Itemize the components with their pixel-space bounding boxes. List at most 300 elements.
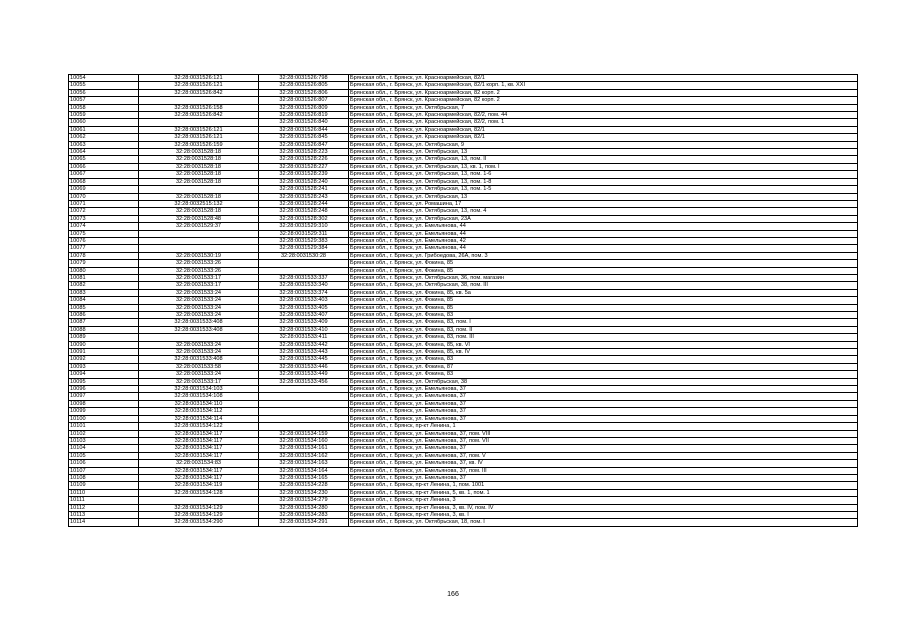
object-cadastral-number-cell: 32:28:0031529:383: [259, 237, 349, 244]
row-number-cell: 10083: [69, 289, 139, 296]
table-row: [69, 334, 858, 341]
address-cell: Брянская обл., г. Брянск, ул. Фокина, 83, пом. II: [349, 326, 858, 333]
address-cell: Брянская обл., г. Брянск, ул. Фокина, 87: [349, 363, 858, 370]
object-cadastral-number-cell: 32:28:0031528:226: [259, 156, 349, 163]
object-cadastral-number-cell: 32:28:0031533:446: [259, 363, 349, 370]
address-cell: Брянская обл., г. Брянск, ул. Емельянова, 37: [349, 474, 858, 481]
address-cell: Брянская обл., г. Брянск, ул. Емельянова, 37, кв. IV: [349, 460, 858, 467]
object-cadastral-number-cell: 32:28:0031526:840: [259, 119, 349, 126]
land-cadastral-number-cell: 32:28:0031534:129: [139, 504, 259, 511]
object-cadastral-number-cell: 32:28:0031533:405: [259, 304, 349, 311]
table-row: [69, 208, 858, 215]
address-cell: Брянская обл., г. Брянск, ул. Октябрьская, 13, пом. 1-6: [349, 171, 858, 178]
address-cell: Брянская обл., г. Брянск, ул. Емельянова, 44: [349, 245, 858, 252]
table-row: [69, 430, 858, 437]
land-cadastral-number-cell: 32:28:0031534:290: [139, 519, 259, 526]
object-cadastral-number-cell: [259, 393, 349, 400]
table-row: [69, 252, 858, 259]
table-row: [69, 267, 858, 274]
land-cadastral-number-cell: 32:28:0031533:24: [139, 312, 259, 319]
land-cadastral-number-cell: [139, 245, 259, 252]
table-row: [69, 489, 858, 496]
table-row: [69, 312, 858, 319]
table-row: [69, 341, 858, 348]
address-cell: Брянская обл., г. Брянск, ул. Емельянова, 37: [349, 415, 858, 422]
land-cadastral-number-cell: 32:28:0032515:132: [139, 200, 259, 207]
address-cell: Брянская обл., г. Брянск, ул. Октябрьская, 9: [349, 141, 858, 148]
table-row: [69, 163, 858, 170]
table-row: [69, 230, 858, 237]
row-number-cell: 10086: [69, 312, 139, 319]
land-cadastral-number-cell: 32:28:0031526:159: [139, 141, 259, 148]
address-cell: Брянская обл., г. Брянск, ул. Фокина, 85: [349, 260, 858, 267]
row-number-cell: 10092: [69, 356, 139, 363]
row-number-cell: 10113: [69, 511, 139, 518]
table-row: [69, 237, 858, 244]
row-number-cell: 10057: [69, 97, 139, 104]
row-number-cell: 10071: [69, 200, 139, 207]
address-cell: Брянская обл., г. Брянск, ул. Фокина, 85, кв. IV: [349, 349, 858, 356]
table-row: [69, 408, 858, 415]
object-cadastral-number-cell: 32:28:0031526:806: [259, 89, 349, 96]
row-number-cell: 10080: [69, 267, 139, 274]
row-number-cell: 10082: [69, 282, 139, 289]
table-row: [69, 193, 858, 200]
table-row: [69, 371, 858, 378]
row-number-cell: 10090: [69, 341, 139, 348]
table-row: [69, 200, 858, 207]
land-cadastral-number-cell: 32:28:0031534:117: [139, 437, 259, 444]
registry-table-body: [69, 75, 858, 527]
object-cadastral-number-cell: 32:28:0031528:248: [259, 208, 349, 215]
land-cadastral-number-cell: 32:28:0031528:18: [139, 163, 259, 170]
object-cadastral-number-cell: 32:28:0031534:163: [259, 460, 349, 467]
table-row: [69, 149, 858, 156]
land-cadastral-number-cell: [139, 230, 259, 237]
land-cadastral-number-cell: 32:28:0031526:121: [139, 126, 259, 133]
table-row: [69, 134, 858, 141]
row-number-cell: 10112: [69, 504, 139, 511]
table-row: [69, 245, 858, 252]
table-row: [69, 156, 858, 163]
address-cell: Брянская обл., г. Брянск, пр-кт Ленина, 1, пом. 1001: [349, 482, 858, 489]
land-cadastral-number-cell: 32:28:0031533:24: [139, 341, 259, 348]
address-cell: Брянская обл., г. Брянск, ул. Красноармейская, 82/2, пом. 44: [349, 112, 858, 119]
land-cadastral-number-cell: 32:28:0031533:24: [139, 349, 259, 356]
row-number-cell: 10076: [69, 237, 139, 244]
land-cadastral-number-cell: 32:28:0031528:18: [139, 208, 259, 215]
object-cadastral-number-cell: 32:28:0031533:337: [259, 274, 349, 281]
land-cadastral-number-cell: 32:28:0031534:110: [139, 400, 259, 407]
row-number-cell: 10070: [69, 193, 139, 200]
object-cadastral-number-cell: 32:28:0031534:280: [259, 504, 349, 511]
row-number-cell: 10069: [69, 186, 139, 193]
object-cadastral-number-cell: [259, 423, 349, 430]
object-cadastral-number-cell: 32:28:0031533:411: [259, 334, 349, 341]
address-cell: Брянская обл., г. Брянск, ул. Емельянова, 42: [349, 237, 858, 244]
table-row: [69, 304, 858, 311]
land-cadastral-number-cell: 32:28:0031534:119: [139, 482, 259, 489]
address-cell: Брянская обл., г. Брянск, ул. Красноармейская, 82 корп. 2: [349, 89, 858, 96]
object-cadastral-number-cell: 32:28:0031528:227: [259, 163, 349, 170]
object-cadastral-number-cell: 32:28:0031533:456: [259, 378, 349, 385]
address-cell: Брянская обл., г. Брянск, ул. Октябрьская, 13: [349, 149, 858, 156]
table-row: [69, 104, 858, 111]
address-cell: Брянская обл., г. Брянск, пр-кт Ленина, 1: [349, 423, 858, 430]
row-number-cell: 10084: [69, 297, 139, 304]
address-cell: Брянская обл., г. Брянск, ул. Октябрьская, 13, пом. 4: [349, 208, 858, 215]
row-number-cell: 10085: [69, 304, 139, 311]
row-number-cell: 10059: [69, 112, 139, 119]
row-number-cell: 10063: [69, 141, 139, 148]
object-cadastral-number-cell: 32:28:0031528:243: [259, 193, 349, 200]
address-cell: Брянская обл., г. Брянск, ул. Октябрьская, 13, кв. 1, пом. I: [349, 163, 858, 170]
table-row: [69, 178, 858, 185]
row-number-cell: 10079: [69, 260, 139, 267]
object-cadastral-number-cell: 32:28:0031534:162: [259, 452, 349, 459]
address-cell: Брянская обл., г. Брянск, ул. Октябрьская, 38, пом. III: [349, 282, 858, 289]
land-cadastral-number-cell: 32:28:0031533:24: [139, 297, 259, 304]
row-number-cell: 10089: [69, 334, 139, 341]
row-number-cell: 10091: [69, 349, 139, 356]
object-cadastral-number-cell: 32:28:0031528:241: [259, 186, 349, 193]
object-cadastral-number-cell: [259, 408, 349, 415]
row-number-cell: 10099: [69, 408, 139, 415]
row-number-cell: 10087: [69, 319, 139, 326]
row-number-cell: 10058: [69, 104, 139, 111]
table-row: [69, 519, 858, 526]
land-cadastral-number-cell: 32:28:0031534:117: [139, 452, 259, 459]
address-cell: Брянская обл., г. Брянск, ул. Ромашина, 17: [349, 200, 858, 207]
object-cadastral-number-cell: 32:28:0031533:449: [259, 371, 349, 378]
land-cadastral-number-cell: 32:28:0031533:408: [139, 356, 259, 363]
row-number-cell: 10098: [69, 400, 139, 407]
land-cadastral-number-cell: 32:28:0031534:108: [139, 393, 259, 400]
row-number-cell: 10067: [69, 171, 139, 178]
object-cadastral-number-cell: [259, 400, 349, 407]
row-number-cell: 10078: [69, 252, 139, 259]
object-cadastral-number-cell: 32:28:0031529:310: [259, 223, 349, 230]
table-row: [69, 445, 858, 452]
row-number-cell: 10107: [69, 467, 139, 474]
table-row: [69, 356, 858, 363]
object-cadastral-number-cell: 32:28:0031533:409: [259, 319, 349, 326]
address-cell: Брянская обл., г. Брянск, ул. Октябрьская, 13, пом. II: [349, 156, 858, 163]
object-cadastral-number-cell: 32:28:0031526:819: [259, 112, 349, 119]
object-cadastral-number-cell: 32:28:0031533:442: [259, 341, 349, 348]
land-cadastral-number-cell: [139, 237, 259, 244]
land-cadastral-number-cell: 32:28:0031533:17: [139, 282, 259, 289]
land-cadastral-number-cell: 32:28:0031534:128: [139, 489, 259, 496]
row-number-cell: 10097: [69, 393, 139, 400]
address-cell: Брянская обл., г. Брянск, ул. Фокина, 85: [349, 267, 858, 274]
row-number-cell: 10081: [69, 274, 139, 281]
row-number-cell: 10072: [69, 208, 139, 215]
object-cadastral-number-cell: 32:28:0031534:283: [259, 511, 349, 518]
land-cadastral-number-cell: 32:28:0031528:48: [139, 215, 259, 222]
land-cadastral-number-cell: 32:28:0031533:24: [139, 371, 259, 378]
table-row: [69, 260, 858, 267]
table-row: [69, 319, 858, 326]
address-cell: Брянская обл., г. Брянск, ул. Красноармейская, 82/1: [349, 126, 858, 133]
row-number-cell: 10065: [69, 156, 139, 163]
row-number-cell: 10056: [69, 89, 139, 96]
address-cell: Брянская обл., г. Брянск, ул. Красноармейская, 82/1: [349, 134, 858, 141]
address-cell: Брянская обл., г. Брянск, ул. Фокина, 85, кв. 5а: [349, 289, 858, 296]
address-cell: Брянская обл., г. Брянск, пр-кт Ленина, 3, кв. IV, пом. IV: [349, 504, 858, 511]
land-cadastral-number-cell: 32:28:0031533:24: [139, 289, 259, 296]
address-cell: Брянская обл., г. Брянск, ул. Емельянова, 37, пом. VIII: [349, 430, 858, 437]
address-cell: Брянская обл., г. Брянск, ул. Фокина, 85: [349, 304, 858, 311]
row-number-cell: 10106: [69, 460, 139, 467]
object-cadastral-number-cell: 32:28:0031528:240: [259, 178, 349, 185]
address-cell: Брянская обл., г. Брянск, ул. Красноармейская, 82 корп. 2: [349, 97, 858, 104]
page-number: 166: [447, 591, 459, 598]
table-row: [69, 141, 858, 148]
land-cadastral-number-cell: 32:28:0031534:117: [139, 467, 259, 474]
row-number-cell: 10095: [69, 378, 139, 385]
table-row: [69, 97, 858, 104]
address-cell: Брянская обл., г. Брянск, ул. Емельянова, 44: [349, 230, 858, 237]
address-cell: Брянская обл., г. Брянск, ул. Октябрьская, 18, пом. I: [349, 519, 858, 526]
address-cell: Брянская обл., г. Брянск, ул. Емельянова, 37: [349, 400, 858, 407]
land-cadastral-number-cell: 32:28:0031528:18: [139, 156, 259, 163]
land-cadastral-number-cell: 32:28:0031528:18: [139, 178, 259, 185]
address-cell: Брянская обл., г. Брянск, ул. Фокина, 85: [349, 297, 858, 304]
address-cell: Брянская обл., г. Брянск, ул. Фокина, 83, пом. I: [349, 319, 858, 326]
row-number-cell: 10068: [69, 178, 139, 185]
row-number-cell: 10055: [69, 82, 139, 89]
table-row: [69, 82, 858, 89]
object-cadastral-number-cell: [259, 415, 349, 422]
land-cadastral-number-cell: 32:28:0031528:18: [139, 171, 259, 178]
land-cadastral-number-cell: 32:28:0031533:17: [139, 274, 259, 281]
row-number-cell: 10093: [69, 363, 139, 370]
land-cadastral-number-cell: 32:28:0031526:121: [139, 134, 259, 141]
land-cadastral-number-cell: 32:28:0031534:117: [139, 474, 259, 481]
object-cadastral-number-cell: 32:28:0031526:807: [259, 97, 349, 104]
land-cadastral-number-cell: 32:28:0031526:842: [139, 89, 259, 96]
address-cell: Брянская обл., г. Брянск, ул. Емельянова, 37: [349, 393, 858, 400]
row-number-cell: 10104: [69, 445, 139, 452]
row-number-cell: 10111: [69, 497, 139, 504]
table-row: [69, 423, 858, 430]
address-cell: Брянская обл., г. Брянск, ул. Октябрьская, 38: [349, 378, 858, 385]
address-cell: Брянская обл., г. Брянск, ул. Фокина, 83: [349, 356, 858, 363]
table-row: [69, 504, 858, 511]
address-cell: Брянская обл., г. Брянск, ул. Красноармейская, 82/1: [349, 75, 858, 82]
object-cadastral-number-cell: 32:28:0031528:244: [259, 200, 349, 207]
object-cadastral-number-cell: 32:28:0031529:384: [259, 245, 349, 252]
object-cadastral-number-cell: 32:28:0031528:239: [259, 171, 349, 178]
table-row: [69, 126, 858, 133]
row-number-cell: 10108: [69, 474, 139, 481]
table-row: [69, 393, 858, 400]
registry-table: [68, 74, 858, 527]
table-row: [69, 363, 858, 370]
table-row: [69, 112, 858, 119]
land-cadastral-number-cell: 32:28:0031534:112: [139, 408, 259, 415]
object-cadastral-number-cell: 32:28:0031534:159: [259, 430, 349, 437]
object-cadastral-number-cell: 32:28:0031530:28: [259, 252, 349, 259]
object-cadastral-number-cell: 32:28:0031526:798: [259, 75, 349, 82]
land-cadastral-number-cell: 32:28:0031533:26: [139, 260, 259, 267]
row-number-cell: 10077: [69, 245, 139, 252]
address-cell: Брянская обл., г. Брянск, ул. Фокина, 83: [349, 371, 858, 378]
table-row: [69, 400, 858, 407]
land-cadastral-number-cell: 32:28:0031534:103: [139, 386, 259, 393]
object-cadastral-number-cell: 32:28:0031533:340: [259, 282, 349, 289]
object-cadastral-number-cell: 32:28:0031533:403: [259, 297, 349, 304]
address-cell: Брянская обл., г. Брянск, ул. Фокина, 85, кв. VI: [349, 341, 858, 348]
address-cell: Брянская обл., г. Брянск, ул. Октябрьская, 23А: [349, 215, 858, 222]
row-number-cell: 10060: [69, 119, 139, 126]
table-row: [69, 171, 858, 178]
row-number-cell: 10096: [69, 386, 139, 393]
address-cell: Брянская обл., г. Брянск, ул. Октябрьская, 13, пом. 1-8: [349, 178, 858, 185]
address-cell: Брянская обл., г. Брянск, ул. Октябрьская, 36, пом. магазин: [349, 274, 858, 281]
address-cell: Брянская обл., г. Брянск, пр-кт Ленина, 3, кв. I: [349, 511, 858, 518]
row-number-cell: 10102: [69, 430, 139, 437]
object-cadastral-number-cell: 32:28:0031533:410: [259, 326, 349, 333]
row-number-cell: 10100: [69, 415, 139, 422]
object-cadastral-number-cell: 32:28:0031534:279: [259, 497, 349, 504]
object-cadastral-number-cell: 32:28:0031528:223: [259, 149, 349, 156]
address-cell: Брянская обл., г. Брянск, ул. Емельянова, 44: [349, 223, 858, 230]
object-cadastral-number-cell: 32:28:0031526:845: [259, 134, 349, 141]
address-cell: Брянская обл., г. Брянск, ул. Емельянова, 37, пом. VII: [349, 437, 858, 444]
row-number-cell: 10054: [69, 75, 139, 82]
address-cell: Брянская обл., г. Брянск, ул. Емельянова, 37, пом. V: [349, 452, 858, 459]
object-cadastral-number-cell: 32:28:0031534:160: [259, 437, 349, 444]
table-row: [69, 119, 858, 126]
land-cadastral-number-cell: [139, 97, 259, 104]
land-cadastral-number-cell: 32:28:0031526:158: [139, 104, 259, 111]
object-cadastral-number-cell: 32:28:0031526:847: [259, 141, 349, 148]
object-cadastral-number-cell: [259, 267, 349, 274]
row-number-cell: 10066: [69, 163, 139, 170]
address-cell: Брянская обл., г. Брянск, ул. Емельянова, 37: [349, 386, 858, 393]
row-number-cell: 10073: [69, 215, 139, 222]
row-number-cell: 10088: [69, 326, 139, 333]
land-cadastral-number-cell: 32:28:0031534:129: [139, 511, 259, 518]
object-cadastral-number-cell: 32:28:0031534:230: [259, 489, 349, 496]
address-cell: Брянская обл., г. Брянск, ул. Емельянова, 37: [349, 445, 858, 452]
address-cell: Брянская обл., г. Брянск, ул. Октябрьская, 7: [349, 104, 858, 111]
land-cadastral-number-cell: 32:28:0031528:18: [139, 149, 259, 156]
object-cadastral-number-cell: 32:28:0031534:291: [259, 519, 349, 526]
table-row: [69, 215, 858, 222]
table-row: [69, 474, 858, 481]
land-cadastral-number-cell: 32:28:0031526:121: [139, 82, 259, 89]
land-cadastral-number-cell: 32:28:0031533:408: [139, 326, 259, 333]
address-cell: Брянская обл., г. Брянск, ул. Фокина, 83: [349, 312, 858, 319]
address-cell: Брянская обл., г. Брянск, ул. Емельянова, 37: [349, 408, 858, 415]
address-cell: Брянская обл., г. Брянск, пр-кт Ленина, 5, кв. 1, пом. 1: [349, 489, 858, 496]
object-cadastral-number-cell: [259, 260, 349, 267]
object-cadastral-number-cell: 32:28:0031534:165: [259, 474, 349, 481]
object-cadastral-number-cell: 32:28:0031533:407: [259, 312, 349, 319]
row-number-cell: 10062: [69, 134, 139, 141]
table-row: [69, 89, 858, 96]
row-number-cell: 10109: [69, 482, 139, 489]
table-row: [69, 186, 858, 193]
land-cadastral-number-cell: 32:28:0031526:842: [139, 112, 259, 119]
row-number-cell: 10110: [69, 489, 139, 496]
table-row: [69, 289, 858, 296]
object-cadastral-number-cell: 32:28:0031526:844: [259, 126, 349, 133]
row-number-cell: 10105: [69, 452, 139, 459]
land-cadastral-number-cell: 32:28:0031533:26: [139, 267, 259, 274]
land-cadastral-number-cell: 32:28:0031526:121: [139, 75, 259, 82]
address-cell: Брянская обл., г. Брянск, ул. Фокина, 83, пом. III: [349, 334, 858, 341]
land-cadastral-number-cell: 32:28:0031533:408: [139, 319, 259, 326]
land-cadastral-number-cell: 32:28:0031530:19: [139, 252, 259, 259]
row-number-cell: 10074: [69, 223, 139, 230]
table-row: [69, 511, 858, 518]
land-cadastral-number-cell: 32:28:0031534:114: [139, 415, 259, 422]
table-row: [69, 75, 858, 82]
land-cadastral-number-cell: 32:28:0031534:83: [139, 460, 259, 467]
object-cadastral-number-cell: 32:28:0031528:302: [259, 215, 349, 222]
object-cadastral-number-cell: 32:28:0031533:374: [259, 289, 349, 296]
address-cell: Брянская обл., г. Брянск, ул. Октябрьская, 13: [349, 193, 858, 200]
row-number-cell: 10114: [69, 519, 139, 526]
address-cell: Брянская обл., г. Брянск, ул. Красноармейская, 82/2, пом. 1: [349, 119, 858, 126]
object-cadastral-number-cell: 32:28:0031529:311: [259, 230, 349, 237]
table-row: [69, 460, 858, 467]
table-row: [69, 452, 858, 459]
table-row: [69, 437, 858, 444]
table-row: [69, 467, 858, 474]
land-cadastral-number-cell: 32:28:0031534:122: [139, 423, 259, 430]
land-cadastral-number-cell: 32:28:0031534:117: [139, 430, 259, 437]
object-cadastral-number-cell: 32:28:0031534:161: [259, 445, 349, 452]
object-cadastral-number-cell: 32:28:0031533:445: [259, 356, 349, 363]
table-row: [69, 378, 858, 385]
land-cadastral-number-cell: [139, 119, 259, 126]
row-number-cell: 10061: [69, 126, 139, 133]
table-row: [69, 282, 858, 289]
land-cadastral-number-cell: 32:28:0031534:117: [139, 445, 259, 452]
row-number-cell: 10103: [69, 437, 139, 444]
object-cadastral-number-cell: 32:28:0031534:228: [259, 482, 349, 489]
table-row: [69, 482, 858, 489]
table-row: [69, 326, 858, 333]
address-cell: Брянская обл., г. Брянск, ул. Грибоедова, 26А, пом. 3: [349, 252, 858, 259]
land-cadastral-number-cell: 32:28:0031528:18: [139, 193, 259, 200]
object-cadastral-number-cell: [259, 386, 349, 393]
land-cadastral-number-cell: 32:28:0031533:58: [139, 363, 259, 370]
object-cadastral-number-cell: 32:28:0031533:443: [259, 349, 349, 356]
address-cell: Брянская обл., г. Брянск, ул. Красноармейская, 82/1 корп. 1, кв. XXI: [349, 82, 858, 89]
object-cadastral-number-cell: 32:28:0031526:809: [259, 104, 349, 111]
table-row: [69, 297, 858, 304]
table-row: [69, 386, 858, 393]
row-number-cell: 10094: [69, 371, 139, 378]
table-row: [69, 223, 858, 230]
address-cell: Брянская обл., г. Брянск, ул. Емельянова, 37, пом. III: [349, 467, 858, 474]
land-cadastral-number-cell: [139, 334, 259, 341]
land-cadastral-number-cell: 32:28:0031529:37: [139, 223, 259, 230]
land-cadastral-number-cell: 32:28:0031533:24: [139, 304, 259, 311]
table-row: [69, 415, 858, 422]
row-number-cell: 10064: [69, 149, 139, 156]
row-number-cell: 10101: [69, 423, 139, 430]
address-cell: Брянская обл., г. Брянск, пр-кт Ленина, 3: [349, 497, 858, 504]
table-row: [69, 349, 858, 356]
land-cadastral-number-cell: [139, 497, 259, 504]
